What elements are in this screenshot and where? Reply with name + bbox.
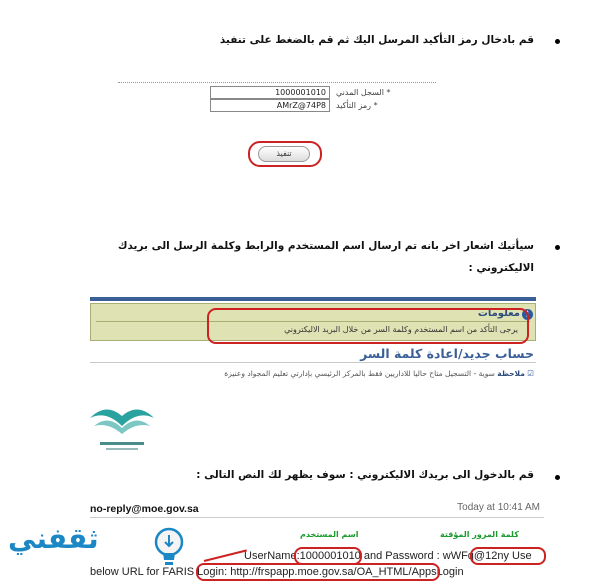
email-divider — [90, 517, 544, 518]
username-value: 1000001010 — [299, 550, 361, 562]
civil-record-label: * السجل المدني — [336, 88, 391, 97]
login-url-link[interactable]: http://frspapp.moe.gov.sa/OA_HTML/AppsLogin — [230, 566, 464, 578]
bullet-step-3 — [555, 475, 560, 480]
watermark-logo: ثقفني — [8, 522, 99, 555]
username-annotation: اسم المستخدم — [300, 530, 359, 539]
instruction-step-2-line-2: الاليكتروني : — [468, 262, 534, 274]
instruction-step-2-line-1: سيأتيك اشعار اخر بانه تم ارسال اسم المستخدم والرابط وكلمة الرسل الى بريدك — [117, 240, 534, 252]
info-icon: i — [522, 309, 533, 320]
form-divider — [118, 82, 436, 83]
page-title: حساب جديد/اعادة كلمة السر — [360, 346, 534, 361]
confirm-code-label: * رمز التأكيد — [336, 101, 378, 110]
lightbulb-icon — [150, 526, 188, 570]
info-title: معلومات — [477, 308, 520, 319]
instruction-step-1: قم بادخال رمز التأكيد المرسل اليك ثم قم بالضغط على تنفيذ — [219, 34, 534, 46]
heading-divider — [90, 362, 536, 363]
execute-button[interactable]: تنفيذ — [258, 146, 310, 162]
password-annotation: كلمة المرور المؤقتة — [440, 530, 519, 539]
note-label: ملاحظة — [497, 369, 525, 378]
username-prefix: UserName: — [244, 550, 300, 562]
info-message: يرجى التأكد من اسم المستخدم وكلمة السر من خلال البريد الاليكتروني — [284, 325, 518, 334]
info-highlight-ring — [207, 308, 529, 344]
url-highlight-ring — [196, 563, 440, 581]
annotation-arrow — [204, 549, 247, 562]
checkbox-icon: ☑ — [527, 369, 534, 378]
note-line — [224, 369, 534, 378]
note-text: سوية - التسجيل متاح حاليا للاداريين فقط بالمركز الرئيسي بإدارتي تعليم المجواد وعنيزة — [224, 369, 495, 378]
ministry-logo-icon — [84, 398, 160, 464]
bullet-step-1 — [555, 39, 560, 44]
email-sender: no-reply@moe.gov.sa — [90, 503, 199, 515]
password-prefix: and Password : — [363, 550, 440, 562]
confirm-code-input[interactable]: AMrZ@74P8 — [210, 99, 330, 112]
header-bar — [90, 297, 536, 301]
password-value: wWFq@12ny — [442, 550, 509, 562]
url-prefix: below URL for FARIS Login: — [90, 566, 228, 578]
email-timestamp: Today at 10:41 AM — [457, 502, 540, 513]
password-highlight-ring — [470, 547, 546, 565]
bullet-step-2 — [555, 245, 560, 250]
civil-record-input[interactable]: 1000001010 — [210, 86, 330, 99]
instruction-step-3: قم بالدخول الى بريدك الاليكتروني : سوف يظهر لك النص التالى : — [196, 469, 534, 481]
password-suffix: Use — [512, 550, 532, 562]
